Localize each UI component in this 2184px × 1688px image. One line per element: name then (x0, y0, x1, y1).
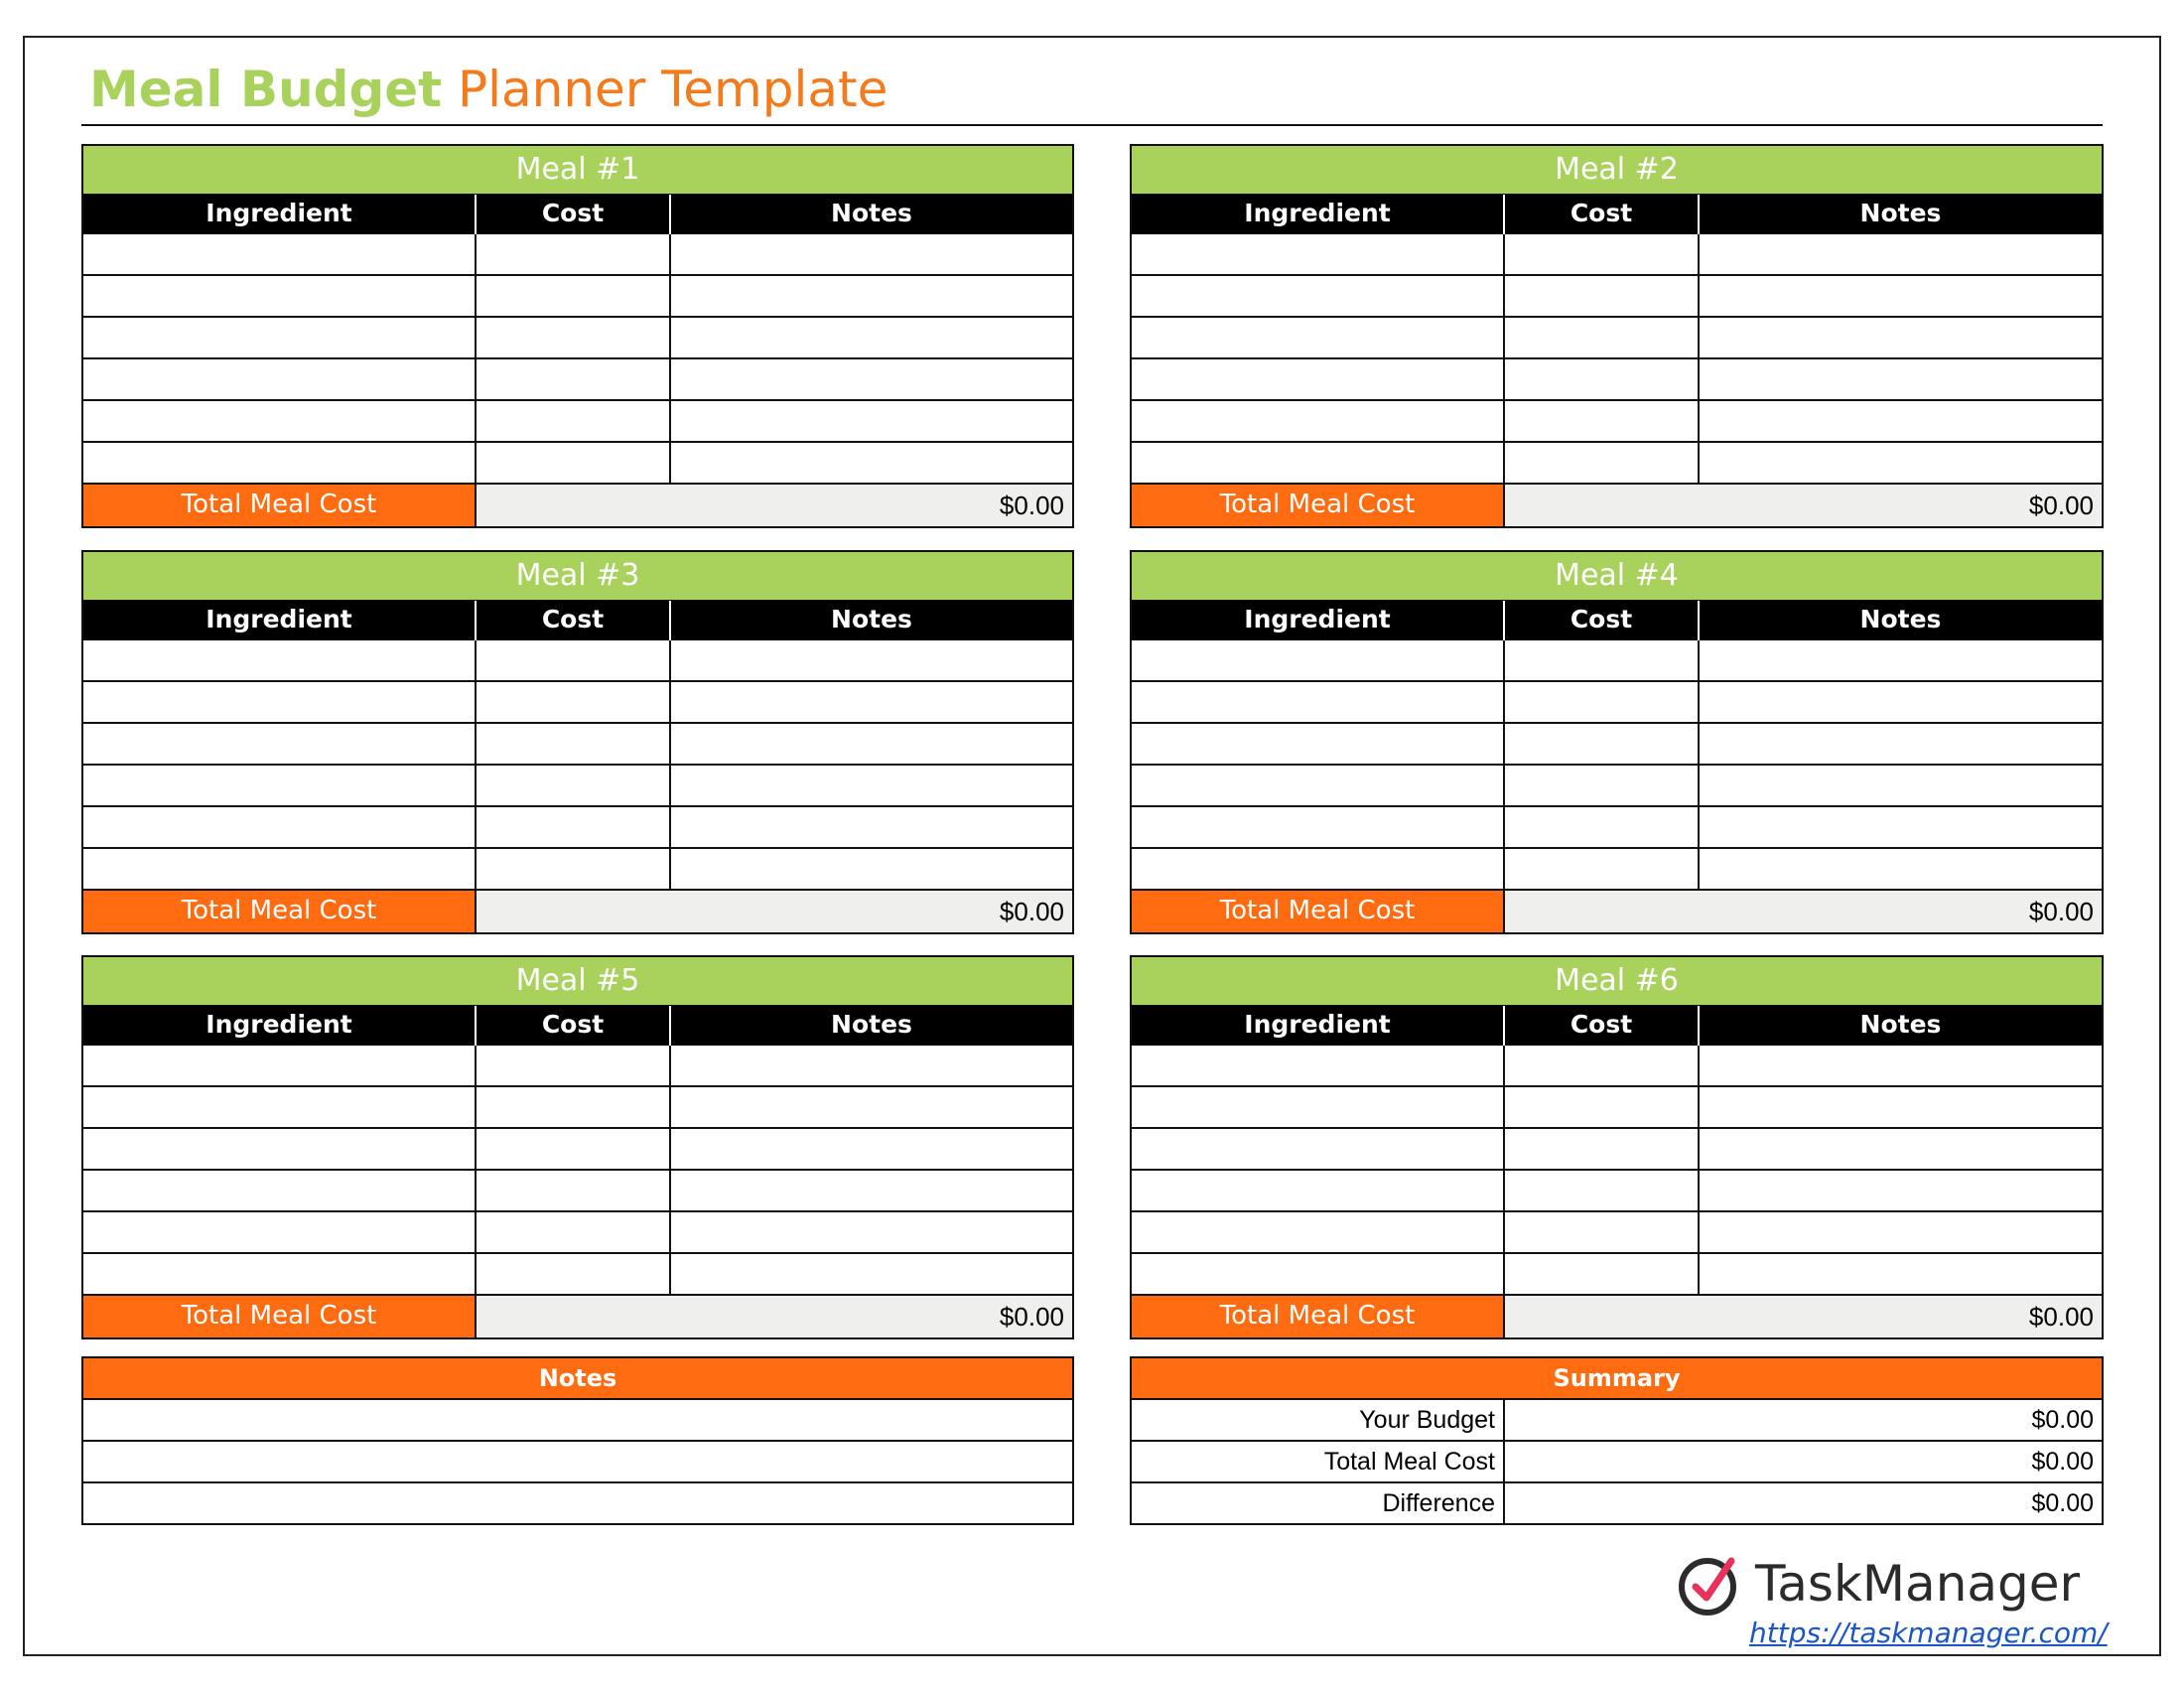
ingredient-cell[interactable] (83, 1254, 477, 1296)
total-meal-cost-value: $0.00 (1505, 1296, 2102, 1337)
notes-cell[interactable] (671, 724, 1072, 766)
cost-header: Cost (1505, 601, 1700, 640)
cost-cell[interactable] (477, 682, 671, 724)
summary-row-difference (1132, 1483, 2102, 1523)
cost-cell[interactable] (1505, 1087, 1700, 1129)
total-meal-cost-value: $0.00 (477, 1296, 1072, 1337)
notes-header: Notes (831, 605, 912, 633)
notes-cell[interactable] (1700, 1171, 2102, 1212)
page-title-part2: Planner Template (442, 61, 888, 118)
notes-cell[interactable] (671, 682, 1072, 724)
summary-label: Difference (1132, 1483, 1505, 1523)
cost-cell[interactable] (1505, 276, 1700, 318)
notes-cell[interactable] (671, 807, 1072, 849)
ingredient-cell[interactable] (1132, 1254, 1505, 1296)
meal-table-4 (1130, 550, 2104, 934)
cost-cell[interactable] (477, 724, 671, 766)
ingredient-cell[interactable] (83, 359, 477, 401)
notes-cell[interactable] (1700, 443, 2102, 485)
ingredient-cell[interactable] (1132, 724, 1505, 766)
total-meal-cost-value: $0.00 (477, 891, 1072, 932)
ingredient-cell[interactable] (83, 318, 477, 359)
cost-cell[interactable] (1505, 1129, 1700, 1171)
ingredient-cell[interactable] (83, 1212, 477, 1254)
ingredient-rows (83, 640, 1072, 891)
cost-header: Cost (477, 195, 671, 234)
cost-cell[interactable] (477, 807, 671, 849)
notes-header: Notes (831, 199, 912, 227)
notes-cell[interactable] (1700, 807, 2102, 849)
notes-cell[interactable] (671, 401, 1072, 443)
cost-cell[interactable] (477, 443, 671, 485)
notes-header: Notes (1859, 199, 1942, 227)
note-line[interactable] (83, 1442, 1072, 1483)
total-row (83, 485, 1072, 526)
notes-cell[interactable] (1700, 318, 2102, 359)
notes-cell[interactable] (1700, 1129, 2102, 1171)
notes-header: Notes (1859, 1010, 1942, 1039)
notes-cell[interactable] (671, 1087, 1072, 1129)
cost-cell[interactable] (477, 318, 671, 359)
cost-cell[interactable] (477, 849, 671, 891)
cost-cell[interactable] (477, 1254, 671, 1296)
cost-cell[interactable] (1505, 1046, 1700, 1087)
notes-cell[interactable] (671, 1129, 1072, 1171)
cost-cell[interactable] (1505, 682, 1700, 724)
ingredient-cell[interactable] (83, 1046, 477, 1087)
ingredient-cell[interactable] (83, 1171, 477, 1212)
ingredient-cell[interactable] (1132, 1129, 1505, 1171)
total-row (83, 1296, 1072, 1337)
cost-cell[interactable] (1505, 640, 1700, 682)
meal-title: Meal #5 (83, 957, 1072, 1006)
cost-cell[interactable] (477, 276, 671, 318)
cost-cell[interactable] (1505, 443, 1700, 485)
ingredient-cell[interactable] (1132, 640, 1505, 682)
brand-name: TaskManager (1755, 1555, 2081, 1613)
ingredient-cell[interactable] (1132, 1087, 1505, 1129)
ingredient-rows (1132, 1046, 2102, 1296)
ingredient-cell[interactable] (83, 234, 477, 276)
notes-cell[interactable] (671, 443, 1072, 485)
notes-header: Notes (1859, 605, 1942, 633)
meal-table-3 (81, 550, 1074, 934)
notes-box (81, 1356, 1074, 1525)
ingredient-cell[interactable] (83, 766, 477, 807)
cost-header: Cost (477, 601, 671, 640)
cost-cell[interactable] (477, 1129, 671, 1171)
ingredient-cell[interactable] (1132, 359, 1505, 401)
cost-cell[interactable] (1505, 401, 1700, 443)
meal-title: Meal #4 (1132, 552, 2102, 601)
ingredient-cell[interactable] (1132, 807, 1505, 849)
cost-header: Cost (477, 1006, 671, 1046)
total-meal-cost-label: Total Meal Cost (83, 1296, 477, 1337)
cost-cell[interactable] (1505, 359, 1700, 401)
notes-cell[interactable] (671, 234, 1072, 276)
summary-row-total (1132, 1442, 2102, 1483)
ingredient-cell[interactable] (83, 276, 477, 318)
ingredient-cell[interactable] (83, 807, 477, 849)
ingredient-cell[interactable] (83, 401, 477, 443)
column-headers (1132, 601, 2102, 640)
cost-cell[interactable] (477, 640, 671, 682)
cost-cell[interactable] (1505, 234, 1700, 276)
summary-value: $0.00 (2031, 1489, 2094, 1517)
ingredient-cell[interactable] (83, 443, 477, 485)
ingredient-cell[interactable] (1132, 443, 1505, 485)
cost-cell[interactable] (477, 1212, 671, 1254)
ingredient-cell[interactable] (83, 682, 477, 724)
summary-label: Your Budget (1132, 1400, 1505, 1440)
ingredient-header: Ingredient (83, 195, 477, 234)
ingredient-cell[interactable] (83, 1129, 477, 1171)
notes-cell[interactable] (1700, 1087, 2102, 1129)
ingredient-cell[interactable] (1132, 1171, 1505, 1212)
notes-cell[interactable] (671, 640, 1072, 682)
cost-cell[interactable] (477, 1087, 671, 1129)
brand-url-link[interactable]: https://taskmanager.com/ (1749, 1617, 2108, 1649)
meal-table-5 (81, 955, 1074, 1339)
cost-cell[interactable] (1505, 1254, 1700, 1296)
notes-cell[interactable] (671, 849, 1072, 891)
notes-cell[interactable] (1700, 359, 2102, 401)
total-meal-cost-value: $0.00 (1505, 891, 2102, 932)
meal-title: Meal #3 (83, 552, 1072, 601)
notes-cell[interactable] (671, 766, 1072, 807)
cost-cell[interactable] (477, 359, 671, 401)
notes-cell[interactable] (671, 1046, 1072, 1087)
cost-header: Cost (1505, 1006, 1700, 1046)
notes-box-title: Notes (83, 1358, 1072, 1400)
total-meal-cost-label: Total Meal Cost (1132, 485, 1505, 526)
ingredient-header: Ingredient (1132, 1006, 1505, 1046)
ingredient-rows (1132, 640, 2102, 891)
notes-cell[interactable] (671, 1254, 1072, 1296)
notes-cell[interactable] (1700, 401, 2102, 443)
meal-title: Meal #6 (1132, 957, 2102, 1006)
total-meal-cost-label: Total Meal Cost (1132, 891, 1505, 932)
cost-cell[interactable] (1505, 318, 1700, 359)
cost-cell[interactable] (1505, 766, 1700, 807)
cost-cell[interactable] (477, 234, 671, 276)
notes-cell[interactable] (671, 1212, 1072, 1254)
notes-cell[interactable] (671, 318, 1072, 359)
ingredient-cell[interactable] (83, 640, 477, 682)
summary-box (1130, 1356, 2104, 1525)
notes-cell[interactable] (1700, 1212, 2102, 1254)
ingredient-cell[interactable] (83, 1087, 477, 1129)
total-row (1132, 891, 2102, 932)
taskmanager-logo (1676, 1549, 2103, 1620)
total-meal-cost-label: Total Meal Cost (1132, 1296, 1505, 1337)
cost-cell[interactable] (477, 401, 671, 443)
note-line[interactable] (83, 1400, 1072, 1442)
notes-cell[interactable] (1700, 1254, 2102, 1296)
ingredient-cell[interactable] (1132, 276, 1505, 318)
notes-cell[interactable] (1700, 276, 2102, 318)
cost-header: Cost (1505, 195, 1700, 234)
ingredient-header: Ingredient (83, 1006, 477, 1046)
cost-cell[interactable] (1505, 807, 1700, 849)
column-headers (83, 195, 1072, 234)
ingredient-cell[interactable] (1132, 401, 1505, 443)
notes-header: Notes (831, 1010, 912, 1039)
cost-cell[interactable] (477, 766, 671, 807)
column-headers (1132, 195, 2102, 234)
notes-cell[interactable] (1700, 640, 2102, 682)
total-row (1132, 1296, 2102, 1337)
total-meal-cost-value: $0.00 (1505, 485, 2102, 526)
summary-value: $0.00 (2031, 1448, 2094, 1476)
notes-cell[interactable] (1700, 682, 2102, 724)
ingredient-cell[interactable] (1132, 1046, 1505, 1087)
cost-cell[interactable] (477, 1046, 671, 1087)
cost-cell[interactable] (477, 1171, 671, 1212)
notes-cell[interactable] (1700, 766, 2102, 807)
ingredient-header: Ingredient (83, 601, 477, 640)
cost-cell[interactable] (1505, 849, 1700, 891)
summary-value[interactable]: $0.00 (2031, 1406, 2094, 1434)
total-meal-cost-value: $0.00 (477, 485, 1072, 526)
column-headers (83, 601, 1072, 640)
column-headers (83, 1006, 1072, 1046)
total-row (1132, 485, 2102, 526)
meal-table-2 (1130, 144, 2104, 528)
ingredient-cell[interactable] (83, 724, 477, 766)
summary-title: Summary (1132, 1358, 2102, 1400)
notes-cell[interactable] (1700, 849, 2102, 891)
notes-cell[interactable] (1700, 1046, 2102, 1087)
column-headers (1132, 1006, 2102, 1046)
notes-cell[interactable] (1700, 724, 2102, 766)
ingredient-cell[interactable] (1132, 1212, 1505, 1254)
notes-cell[interactable] (1700, 234, 2102, 276)
total-meal-cost-label: Total Meal Cost (83, 891, 477, 932)
meal-title: Meal #2 (1132, 146, 2102, 195)
ingredient-cell[interactable] (1132, 234, 1505, 276)
summary-label: Total Meal Cost (1132, 1442, 1505, 1481)
ingredient-rows (83, 234, 1072, 485)
summary-row-budget (1132, 1400, 2102, 1442)
check-circle-icon (1676, 1551, 1743, 1618)
ingredient-rows (1132, 234, 2102, 485)
total-row (83, 891, 1072, 932)
cost-cell[interactable] (1505, 724, 1700, 766)
ingredient-header: Ingredient (1132, 601, 1505, 640)
notes-cell[interactable] (671, 1171, 1072, 1212)
cost-cell[interactable] (1505, 1171, 1700, 1212)
ingredient-cell[interactable] (1132, 766, 1505, 807)
ingredient-rows (83, 1046, 1072, 1296)
meal-title: Meal #1 (83, 146, 1072, 195)
page-title (89, 58, 887, 121)
ingredient-cell[interactable] (1132, 318, 1505, 359)
page-title-part1: Meal Budget (89, 61, 443, 118)
ingredient-cell[interactable] (83, 849, 477, 891)
note-line[interactable] (83, 1483, 1072, 1523)
notes-cell[interactable] (671, 276, 1072, 318)
ingredient-header: Ingredient (1132, 195, 1505, 234)
ingredient-cell[interactable] (1132, 849, 1505, 891)
title-rule (81, 124, 2103, 126)
meal-table-6 (1130, 955, 2104, 1339)
notes-cell[interactable] (671, 359, 1072, 401)
total-meal-cost-label: Total Meal Cost (83, 485, 477, 526)
meal-table-1 (81, 144, 1074, 528)
cost-cell[interactable] (1505, 1212, 1700, 1254)
ingredient-cell[interactable] (1132, 682, 1505, 724)
